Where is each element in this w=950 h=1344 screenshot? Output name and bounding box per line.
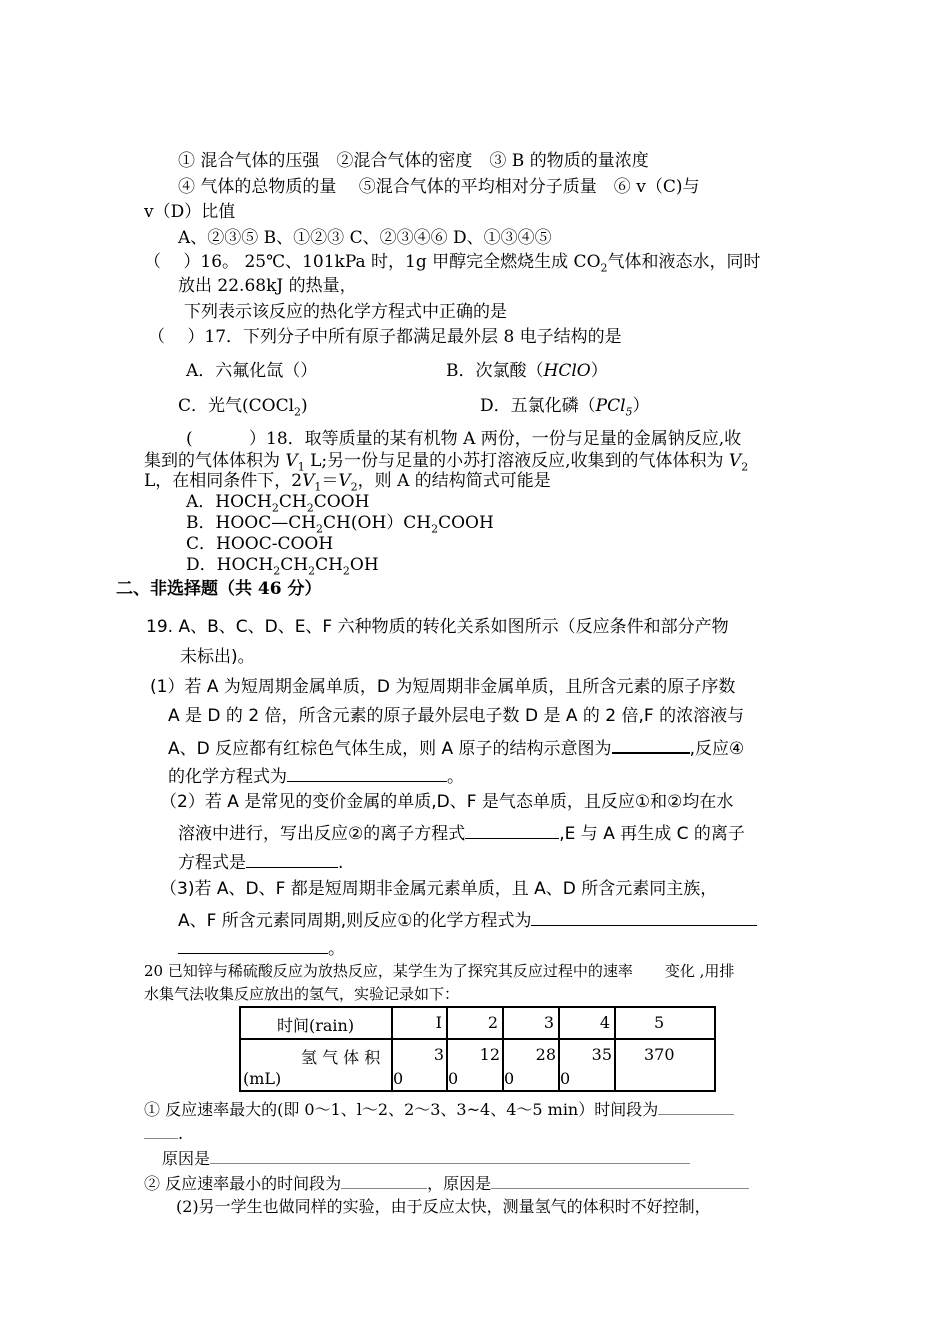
- q19-part2-line2: 溶液中进行，写出反应②的离子方程式 ,E 与 A 再生成 C 的离子: [178, 820, 745, 845]
- section-heading: 二、非选择题（共 46 分）: [116, 579, 322, 599]
- q15-options-line3: v（D）比值: [144, 202, 236, 222]
- table-cell: 3: [503, 1007, 559, 1039]
- q19-line2: 未标出)。: [180, 647, 255, 667]
- answer-blank[interactable]: [246, 849, 338, 868]
- q19-line1: 19. A、B、C、D、E、F 六种物质的转化关系如图所示（反应条件和部分产物: [146, 617, 729, 637]
- answer-blank[interactable]: [341, 1170, 427, 1189]
- answer-blank[interactable]: [144, 1120, 178, 1139]
- table-cell: 5: [615, 1007, 715, 1039]
- q19-part1-line4: 的化学方程式为 。: [168, 763, 464, 788]
- q17-choice-a: A．六氟化氙（）: [186, 361, 318, 381]
- table-header-time: 时间(rain): [240, 1007, 392, 1039]
- q19-part3-line1: （3)若 A、D、F 都是短周期非金属元素单质，且 A、D 所含元素同主族，: [160, 879, 718, 899]
- q19-part2-line3: 方程式是 .: [178, 849, 343, 874]
- q19-part1-line1: (1）若 A 为短周期金属单质，D 为短周期非金属单质，且所含元素的原子序数: [150, 677, 736, 697]
- answer-blank[interactable]: [658, 1096, 734, 1115]
- answer-blank[interactable]: [210, 1145, 690, 1164]
- table-row: [240, 1007, 715, 1039]
- q20-rate-min-line: ② 反应速率最小的时间段为 ，原因是: [144, 1170, 749, 1195]
- q18-choice-c: C．HOOC-COOH: [186, 534, 334, 554]
- q18-stem-line2: 集到的气体体积为 $V_1$ L;另一份与足量的小苏打溶液反应,收集到的气体体积为 $V_2$: [144, 451, 749, 474]
- table-cell: 3 0: [392, 1039, 447, 1091]
- q17-choice-b: B．次氯酸（HClO）: [446, 361, 608, 381]
- q15-options-line1: ① 混合气体的压强 ②混合气体的密度 ③ B 的物质的量浓度: [178, 151, 649, 171]
- q20-line1: 20 已知锌与稀硫酸反应为放热反应，某学生为了探究其反应过程中的速率 变化 ,用排: [144, 962, 735, 980]
- q19-part3-line2: A、F 所含元素同周期,则反应①的化学方程式为: [178, 907, 757, 932]
- table-cell: 12 0: [447, 1039, 503, 1091]
- q20-rate-max-line: ① 反应速率最大的(即 0～1、l～2、2～3、3~4、4～5 min）时间段为: [144, 1096, 734, 1121]
- table-header-volume: 氢 气 体 积 (mL): [240, 1039, 392, 1091]
- table-row: [240, 1039, 715, 1091]
- answer-blank[interactable]: [287, 763, 447, 782]
- q15-options-line2: ④ 气体的总物质的量 ⑤混合气体的平均相对分子质量 ⑥ v（C)与: [178, 177, 700, 197]
- q19-part1-line2: A 是 D 的 2 倍，所含元素的原子最外层电子数 D 是 A 的 2 倍,F 的浓溶液与: [168, 706, 745, 726]
- q18-choice-d: D．$HOCH_2CH_2CH_2OH$: [186, 555, 379, 578]
- q15-choices: A、②③⑤ B、①②③ C、②③④⑥ D、①③④⑤: [178, 228, 552, 248]
- q16-stem-line2: 放出 22.68kJ 的热量，: [178, 276, 357, 296]
- q17-choice-c: C．光气(COCl$_2$): [178, 396, 308, 419]
- q16-stem-line1: （ ）16。 25℃、101kPa 时，1g 甲醇完全燃烧生成 $CO_2$气体和液态水，同时: [144, 252, 761, 275]
- answer-blank[interactable]: [465, 820, 559, 839]
- q17-stem: （ ）17．下列分子中所有原子都满足最外层 8 电子结构的是: [148, 327, 622, 347]
- table-cell: 35 0: [559, 1039, 615, 1091]
- q16-stem-line3: 下列表示该反应的热化学方程式中正确的是: [184, 302, 507, 322]
- q19-part3-line3: 。: [178, 935, 345, 960]
- q20-rate-max-line2: .: [144, 1120, 183, 1145]
- answer-blank[interactable]: [612, 734, 690, 754]
- table-cell: I: [392, 1007, 447, 1039]
- table-cell: 4: [559, 1007, 615, 1039]
- q17-choice-d: D．五氯化磷（PCl$_5$）: [480, 396, 650, 419]
- q19-part1-line3: A、D 反应都有红棕色气体生成，则 A 原子的结构示意图为 ,反应④: [168, 734, 744, 760]
- q18-choice-b: B．$HOOC—CH_2CH(OH)CH_2COOH$: [186, 513, 494, 536]
- q18-choice-a: A．$HOCH_2CH_2COOH$: [186, 492, 370, 515]
- q20-part2-line: (2)另一学生也做同样的实验，由于反应太快，测量氢气的体积时不好控制，: [176, 1197, 711, 1216]
- q18-stem-line1: ( ）18．取等质量的某有机物 A 两份，一份与足量的金属钠反应,收: [186, 429, 742, 449]
- q18-stem-line3: L，在相同条件下，$2V_1=V_2$，则 A 的结构简式可能是: [144, 471, 551, 494]
- table-cell: 28 0: [503, 1039, 559, 1091]
- q20-line2: 水集气法收集反应放出的氢气，实验记录如下：: [144, 985, 460, 1003]
- answer-blank[interactable]: [491, 1170, 749, 1189]
- answer-blank[interactable]: [531, 907, 757, 926]
- table-cell: 370: [615, 1039, 715, 1091]
- answer-blank[interactable]: [178, 935, 328, 954]
- q19-part2-line1: （2）若 A 是常见的变价金属的单质,D、F 是气态单质，且反应①和②均在水: [160, 792, 734, 812]
- data-table: [239, 1006, 716, 1092]
- table-cell: 2: [447, 1007, 503, 1039]
- q20-reason1-line: 原因是: [162, 1145, 690, 1170]
